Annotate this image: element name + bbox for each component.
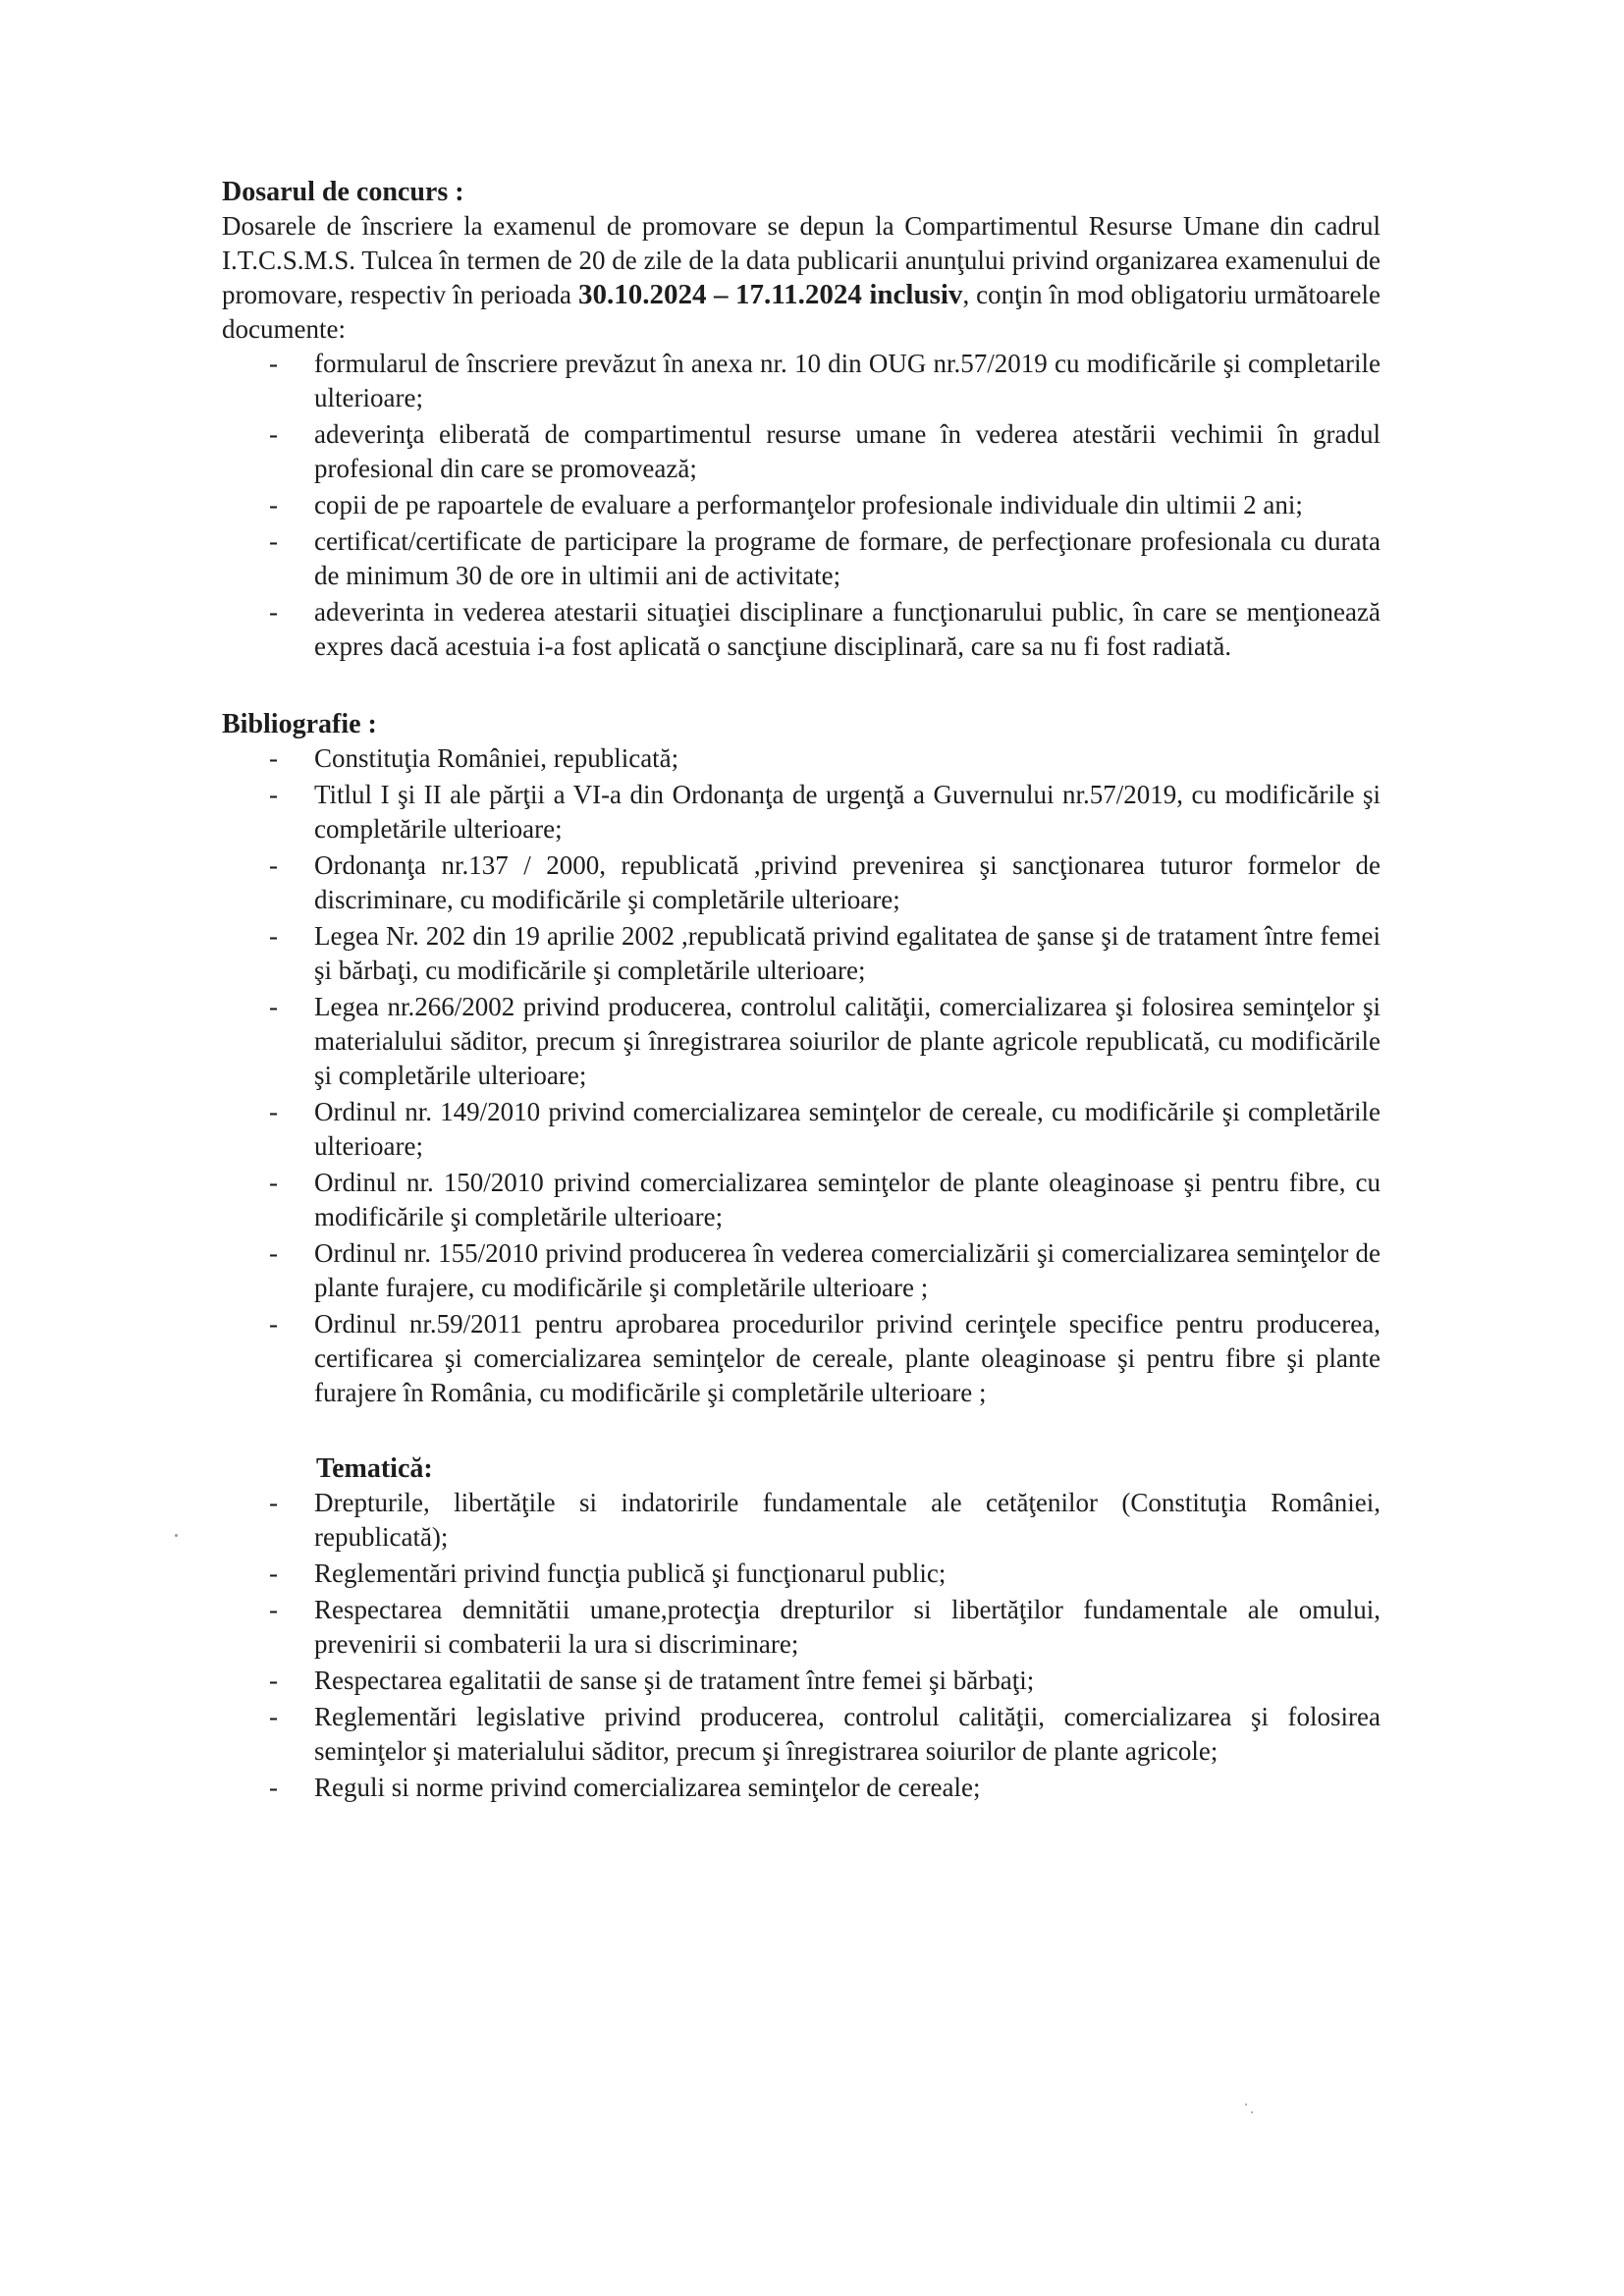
list-item-text: Drepturile, libertăţile si indatoririle fundamentale ale cetăţenilor (Constituţia României, republicată);	[314, 1488, 1380, 1552]
list-dash: -	[269, 1773, 278, 1802]
list-dash: -	[269, 780, 278, 809]
scan-speck	[1251, 2111, 1253, 2113]
list-dash: -	[269, 1702, 278, 1731]
document-body	[222, 175, 1380, 1807]
list-item	[222, 595, 1380, 664]
list-dash: -	[269, 921, 278, 951]
dosar-period: 30.10.2024 – 17.11.2024 inclusiv	[578, 279, 963, 310]
dosar-documents-list	[222, 347, 1380, 664]
list-item	[222, 417, 1380, 486]
dosar-heading: Dosarul de concurs :	[222, 177, 464, 207]
list-item	[222, 741, 1380, 776]
list-item-text: copii de pe rapoartele de evaluare a performanţelor profesionale individuale din ultimii 2 ani;	[314, 490, 1303, 519]
list-item	[222, 990, 1380, 1093]
list-item-text: Reguli si norme privind comercializarea seminţelor de cereale;	[314, 1773, 981, 1802]
tematica-list	[222, 1486, 1380, 1805]
scan-speck	[175, 1534, 178, 1537]
list-item-text: Reglementări legislative privind producerea, controlul calităţii, comercializarea şi folosirea seminţelor şi materialului săditor, precum şi înregistrarea soiurilor de plante agricole;	[314, 1702, 1380, 1766]
list-item	[222, 1664, 1380, 1698]
list-item	[222, 524, 1380, 593]
spacer	[222, 1412, 1380, 1451]
list-item-text: Respectarea egalitatii de sanse şi de tratament între femei şi bărbaţi;	[314, 1666, 1035, 1695]
list-dash: -	[269, 1309, 278, 1339]
list-dash: -	[269, 490, 278, 519]
list-item-text: Legea Nr. 202 din 19 aprilie 2002 ,republicată privind egalitatea de şanse şi de tratament între femei şi bărbaţi, cu modificările şi completările ulterioare;	[314, 921, 1380, 985]
scan-speck	[1245, 2104, 1247, 2105]
list-item	[222, 1593, 1380, 1662]
list-dash: -	[269, 597, 278, 627]
list-dash: -	[269, 1238, 278, 1268]
list-item-text: Respectarea demnitătii umane,protecţia drepturilor si libertăţilor fundamentale ale omului, prevenirii si combaterii la ura si discriminare;	[314, 1595, 1380, 1659]
list-item	[222, 347, 1380, 415]
list-item	[222, 1236, 1380, 1305]
list-dash: -	[269, 992, 278, 1021]
list-item-text: Ordinul nr. 155/2010 privind producerea în vederea comercializării şi comercializarea seminţelor de plante furajere, cu modificările şi completările ulterioare ;	[314, 1238, 1380, 1302]
list-item-text: adeverinta in vederea atestarii situaţiei disciplinare a funcţionarului public, în care se menţionează expres dacă acestuia i-a fost aplicată o sancţiune disciplinară, care sa nu fi fost radiată.	[314, 597, 1380, 661]
list-dash: -	[269, 1097, 278, 1126]
list-item	[222, 1557, 1380, 1591]
dosar-intro	[222, 209, 1380, 347]
list-item	[222, 919, 1380, 988]
list-dash: -	[269, 743, 278, 773]
list-item	[222, 488, 1380, 522]
list-item-text: Constituţia României, republicată;	[314, 743, 679, 773]
bibliografie-heading: Bibliografie :	[222, 709, 377, 739]
list-dash: -	[269, 419, 278, 449]
list-item-text: Reglementări privind funcţia publică şi funcţionarul public;	[314, 1558, 947, 1588]
dosar-intro-text: Dosarele de înscriere la examenul de promovare se depun la Compartimentul Resurse Umane din cadrul I.T.C.S.M.S. Tulcea în termen de 20 de zile de la data publicarii anunţului privind organizarea examenului de promovare, respectiv în perioada	[222, 211, 1380, 309]
list-item	[222, 1307, 1380, 1410]
list-item	[222, 778, 1380, 847]
list-item	[222, 1095, 1380, 1164]
list-item	[222, 1700, 1380, 1769]
bibliografie-list	[222, 741, 1380, 1410]
list-item-text: Ordonanţa nr.137 / 2000, republicată ,privind prevenirea şi sancţionarea tuturor formelor de discriminare, cu modificările şi completările ulterioare;	[314, 850, 1380, 914]
list-dash: -	[269, 349, 278, 378]
list-dash: -	[269, 850, 278, 880]
list-item-text: Titlul I şi II ale părţii a VI-a din Ordonanţa de urgenţă a Guvernului nr.57/2019, cu modificările şi completările ulterioare;	[314, 780, 1380, 844]
spacer	[222, 666, 1380, 707]
list-dash: -	[269, 1488, 278, 1517]
list-dash: -	[269, 1666, 278, 1695]
list-item	[222, 848, 1380, 917]
tematica-section	[222, 1451, 1380, 1805]
list-item-text: formularul de înscriere prevăzut în anexa nr. 10 din OUG nr.57/2019 cu modificările şi completarile ulterioare;	[314, 349, 1380, 412]
list-item-text: Ordinul nr. 150/2010 privind comercializarea seminţelor de plante oleaginoase şi pentru fibre, cu modificările şi completările ulterioare;	[314, 1168, 1380, 1231]
dosar-section	[222, 175, 1380, 664]
list-item-text: adeverinţa eliberată de compartimentul resurse umane în vederea atestării vechimii în gradul profesional din care se promovează;	[314, 419, 1380, 483]
list-item	[222, 1771, 1380, 1805]
list-item-text: Legea nr.266/2002 privind producerea, controlul calităţii, comercializarea şi folosirea seminţelor şi materialului săditor, precum şi înregistrarea soiurilor de plante agricole republicată, cu modificările şi completările ulterioare;	[314, 992, 1380, 1090]
list-dash: -	[269, 526, 278, 556]
list-item	[222, 1486, 1380, 1555]
list-dash: -	[269, 1595, 278, 1624]
list-item-text: Ordinul nr. 149/2010 privind comercializarea seminţelor de cereale, cu modificările şi completările ulterioare;	[314, 1097, 1380, 1161]
bibliografie-section	[222, 707, 1380, 1410]
list-item	[222, 1166, 1380, 1234]
tematica-heading: Tematică:	[316, 1453, 433, 1484]
list-item-text: certificat/certificate de participare la programe de formare, de perfecţionare profesionala cu durata de minimum 30 de ore in ultimii ani de activitate;	[314, 526, 1380, 590]
list-dash: -	[269, 1168, 278, 1197]
list-item-text: Ordinul nr.59/2011 pentru aprobarea procedurilor privind cerinţele specifice pentru producerea, certificarea şi comercializarea seminţelor de cereale, plante oleaginoase şi pentru fibre şi plante furajere în România, cu modificările şi completările ulterioare ;	[314, 1309, 1380, 1407]
dosar-intro-tail: , conţin în mod obligatoriu următoarele documente:	[222, 280, 1380, 344]
list-dash: -	[269, 1558, 278, 1588]
